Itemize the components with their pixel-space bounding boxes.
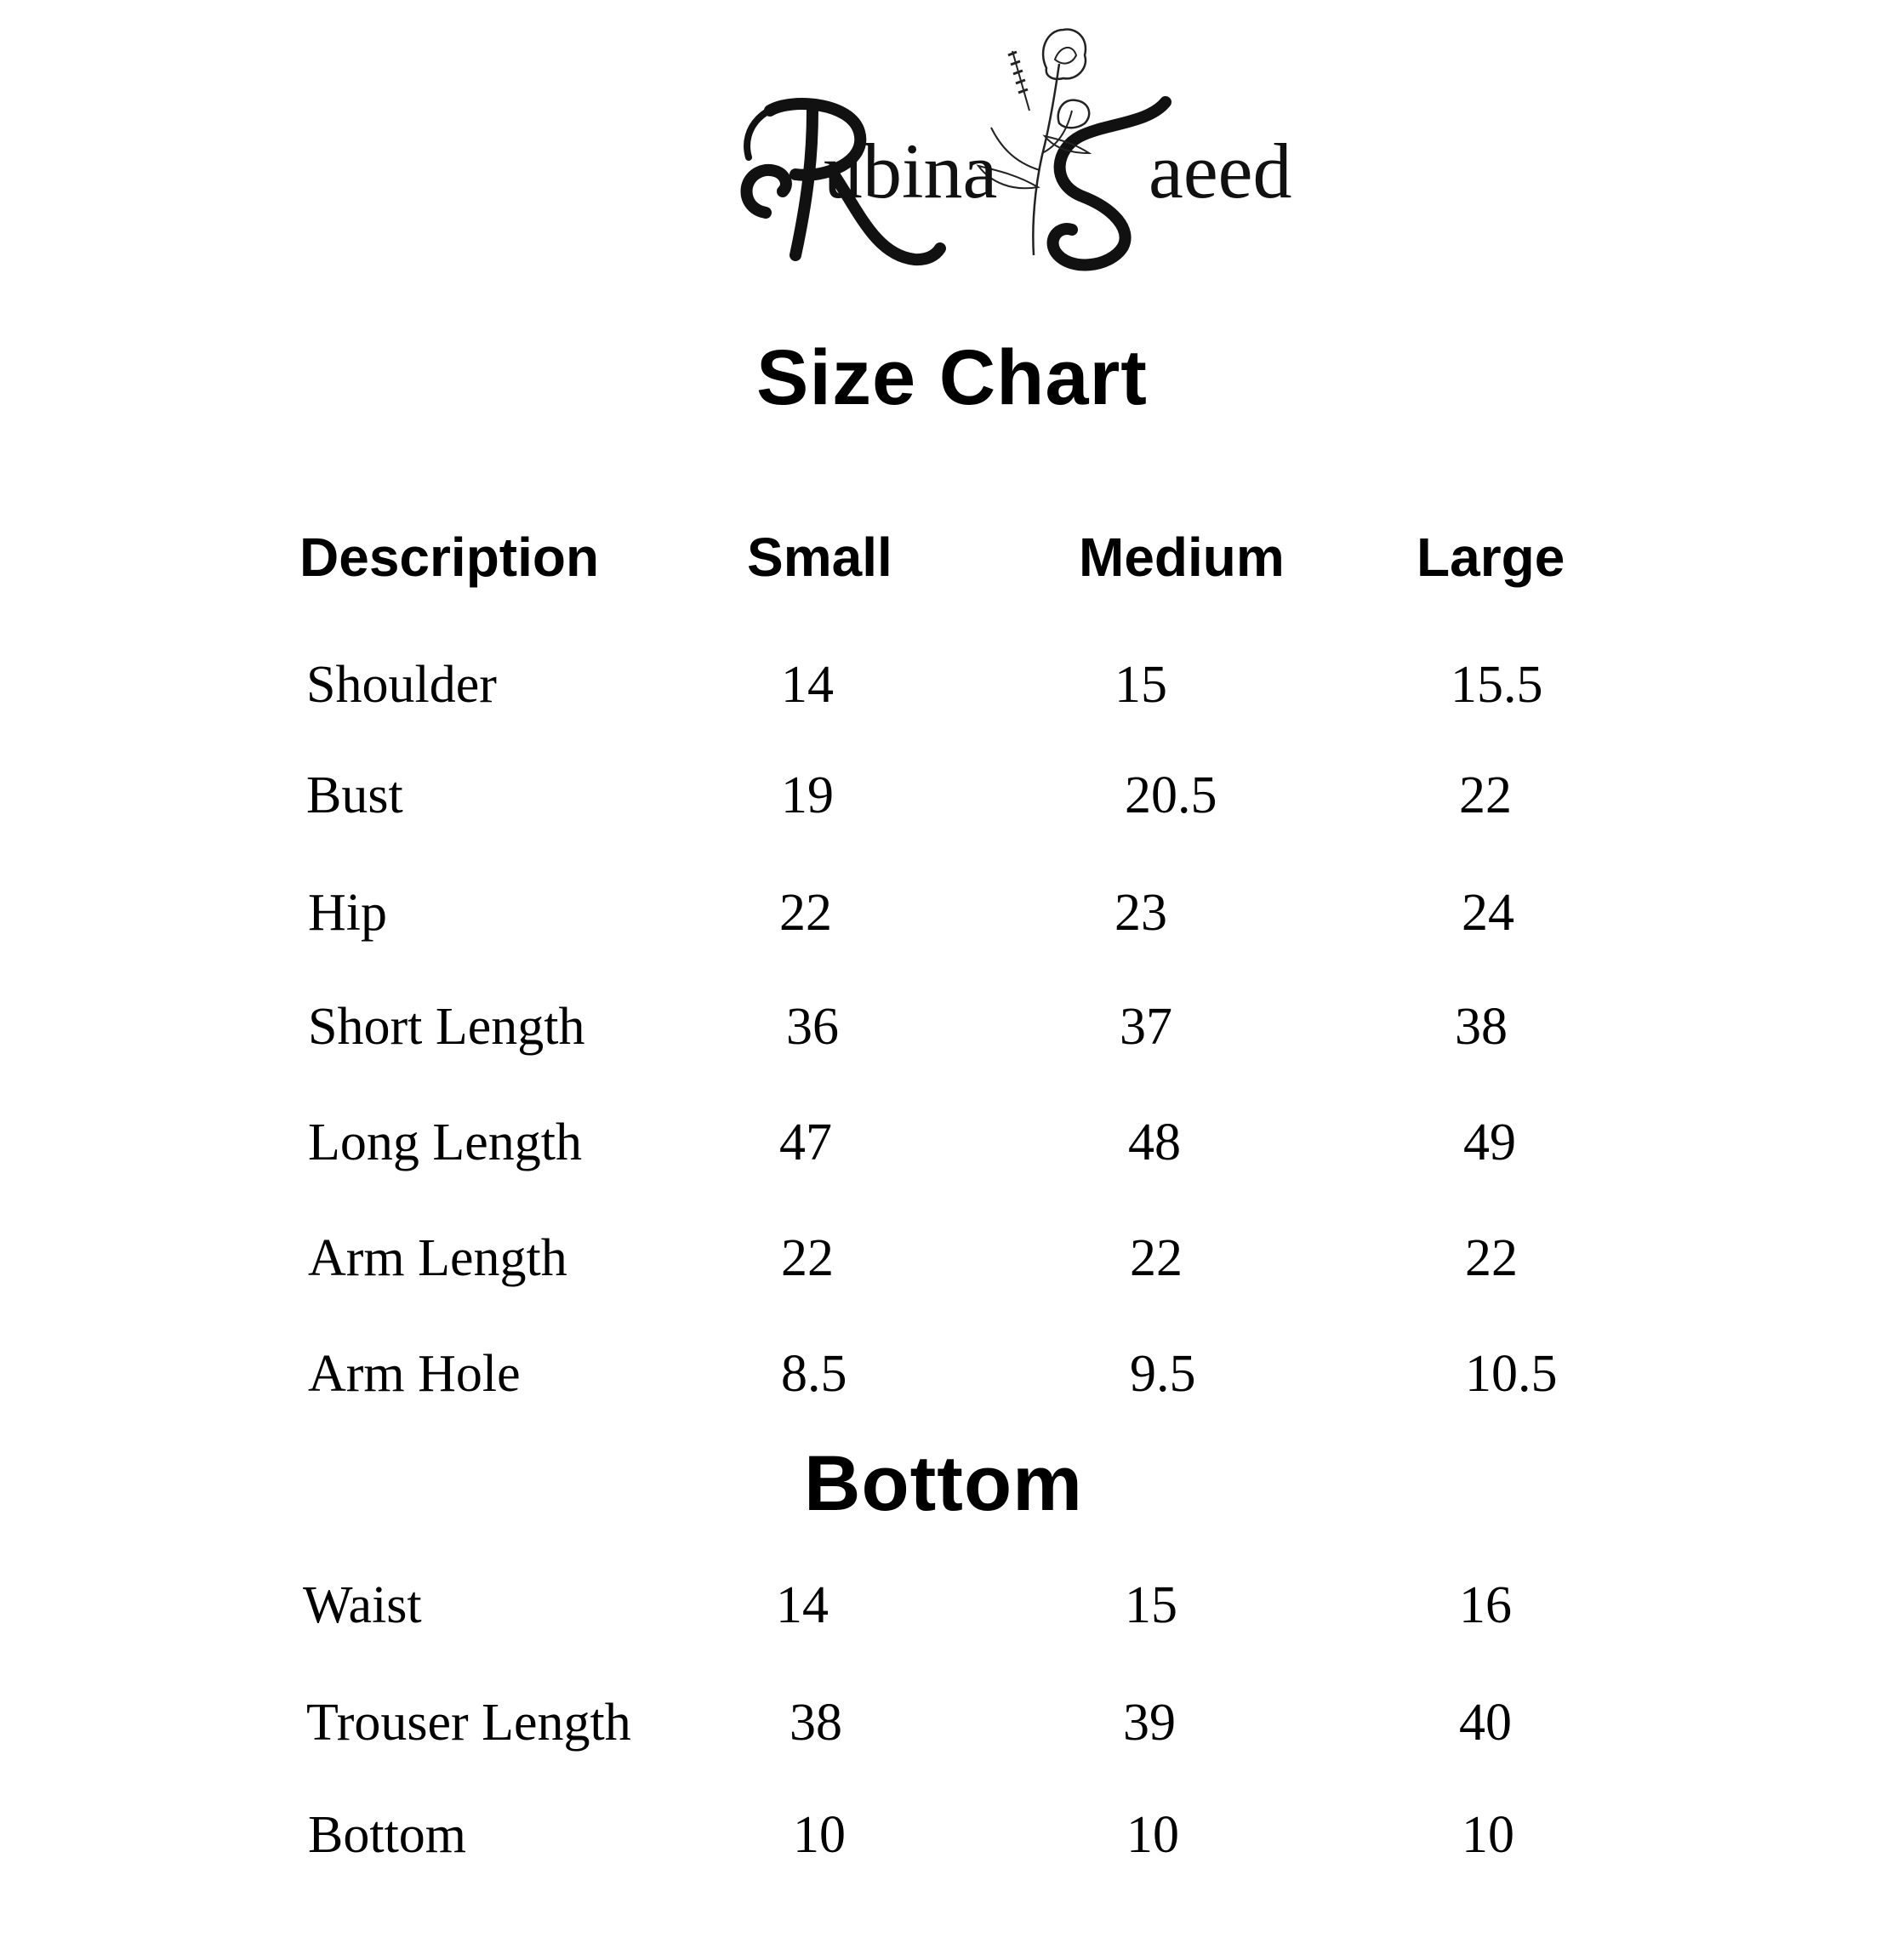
cell-small: 19 [781,766,834,824]
row-label: Waist [303,1576,422,1634]
cell-small: 22 [781,1229,834,1287]
column-header-small: Small [747,527,892,588]
row-label: Short Length [308,998,585,1056]
cell-large: 10 [1462,1806,1514,1864]
row-label: Bust [306,766,403,824]
cell-medium: 37 [1120,998,1172,1056]
row-label: Shoulder [306,656,497,714]
column-header-medium: Medium [1079,527,1285,588]
cell-large: 16 [1459,1576,1512,1634]
cell-medium: 39 [1123,1694,1176,1752]
row-label: Hip [308,884,387,942]
cell-small: 14 [776,1576,829,1634]
brand-name-part2: aeed [1149,128,1292,214]
column-header-description: Description [299,527,600,588]
cell-large: 24 [1462,884,1514,942]
section-title-bottom: Bottom [804,1440,1083,1527]
cell-medium: 48 [1128,1114,1181,1171]
cell-medium: 10 [1126,1806,1179,1864]
column-header-large: Large [1417,527,1565,588]
cell-medium: 15 [1125,1576,1177,1634]
brand-name-part1: ubina [824,128,998,214]
cell-medium: 22 [1130,1229,1183,1287]
cell-medium: 23 [1114,884,1167,942]
cell-medium: 20.5 [1125,766,1217,824]
row-label: Trouser Length [306,1694,631,1752]
row-label: Long Length [308,1114,582,1171]
cell-small: 36 [786,998,839,1056]
cell-large: 22 [1459,766,1512,824]
cell-large: 38 [1455,998,1508,1056]
cell-large: 40 [1459,1694,1512,1752]
cell-medium: 15 [1114,656,1167,714]
cell-small: 38 [790,1694,842,1752]
cell-large: 15.5 [1451,656,1543,714]
cell-large: 10.5 [1465,1345,1558,1403]
cell-small: 47 [779,1114,832,1171]
cell-large: 49 [1463,1114,1516,1171]
brand-logo [732,17,1327,281]
page-title: Size Chart [756,334,1148,421]
row-label: Arm Hole [308,1345,521,1403]
cell-small: 8.5 [781,1345,847,1403]
row-label: Bottom [308,1806,467,1864]
cell-large: 22 [1465,1229,1518,1287]
row-label: Arm Length [308,1229,567,1287]
cell-medium: 9.5 [1130,1345,1196,1403]
cell-small: 22 [779,884,832,942]
cell-small: 10 [793,1806,846,1864]
cell-small: 14 [781,656,834,714]
